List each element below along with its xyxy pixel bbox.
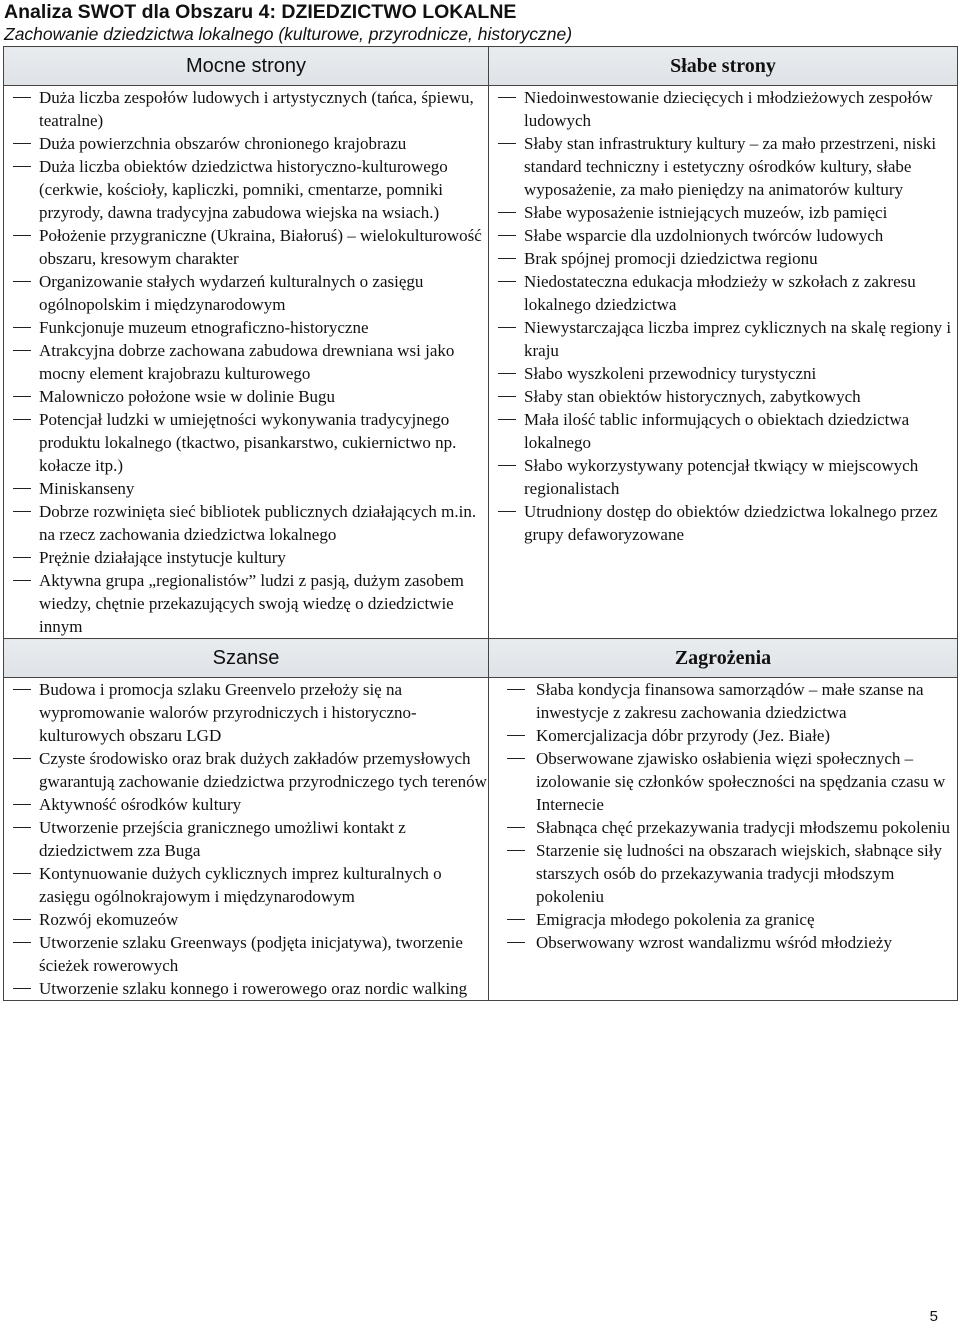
list-item: Słaby stan infrastruktury kultury – za mało przestrzeni, niski standard techniczny i estetyczny ośrodków kultury, słabe wyposażenie, za mało pieniędzy na animatorów kultury bbox=[489, 132, 957, 201]
threats-heading: Zagrożenia bbox=[489, 639, 958, 678]
swot-table bbox=[3, 46, 958, 1001]
list-item: Słaba kondycja finansowa samorządów – małe szanse na inwestycje z zakresu zachowania dziedzictwa bbox=[489, 678, 957, 724]
swot-body-row-top bbox=[4, 86, 958, 639]
list-item: Potencjał ludzki w umiejętności wykonywania tradycyjnego produktu lokalnego (tkactwo, pisankarstwo, cukiernictwo np. kołacze itp.) bbox=[4, 408, 488, 477]
strengths-heading: Mocne strony bbox=[4, 47, 489, 86]
list-item: Niewystarczająca liczba imprez cyklicznych na skalę regiony i kraju bbox=[489, 316, 957, 362]
list-item: Słabnąca chęć przekazywania tradycji młodszemu pokoleniu bbox=[489, 816, 957, 839]
list-item: Słabo wyszkoleni przewodnicy turystyczni bbox=[489, 362, 957, 385]
list-item: Aktywność ośrodków kultury bbox=[4, 793, 488, 816]
swot-header-row-top bbox=[4, 47, 958, 86]
list-item: Obserwowany wzrost wandalizmu wśród młodzieży bbox=[489, 931, 957, 954]
list-item: Malowniczo położone wsie w dolinie Bugu bbox=[4, 385, 488, 408]
list-item: Utrudniony dostęp do obiektów dziedzictwa lokalnego przez grupy defaworyzowane bbox=[489, 500, 957, 546]
list-item: Mała ilość tablic informujących o obiektach dziedzictwa lokalnego bbox=[489, 408, 957, 454]
swot-body-row-bottom bbox=[4, 678, 958, 1001]
list-item: Aktywna grupa „regionalistów” ludzi z pasją, dużym zasobem wiedzy, chętnie przekazujących swoją wiedzę o dziedzictwie innym bbox=[4, 569, 488, 638]
list-item: Czyste środowisko oraz brak dużych zakładów przemysłowych gwarantują zachowanie dziedzictwa przyrodniczego tych terenów bbox=[4, 747, 488, 793]
weaknesses-cell bbox=[489, 86, 958, 639]
list-item: Atrakcyjna dobrze zachowana zabudowa drewniana wsi jako mocny element krajobrazu kulturowego bbox=[4, 339, 488, 385]
list-item: Duża liczba zespołów ludowych i artystycznych (tańca, śpiewu, teatralne) bbox=[4, 86, 488, 132]
threats-cell bbox=[489, 678, 958, 1001]
list-item: Budowa i promocja szlaku Greenvelo przełoży się na wypromowanie walorów przyrodniczych i historyczno-kulturowych obszaru LGD bbox=[4, 678, 488, 747]
list-item: Słabe wyposażenie istniejących muzeów, izb pamięci bbox=[489, 201, 957, 224]
list-item: Miniskanseny bbox=[4, 477, 488, 500]
list-item: Emigracja młodego pokolenia za granicę bbox=[489, 908, 957, 931]
list-item: Utworzenie szlaku konnego i rowerowego oraz nordic walking bbox=[4, 977, 488, 1000]
weaknesses-list bbox=[489, 86, 957, 546]
list-item: Niedostateczna edukacja młodzieży w szkołach z zakresu lokalnego dziedzictwa bbox=[489, 270, 957, 316]
list-item: Utworzenie szlaku Greenways (podjęta inicjatywa), tworzenie ścieżek rowerowych bbox=[4, 931, 488, 977]
threats-list bbox=[489, 678, 957, 954]
list-item: Komercjalizacja dóbr przyrody (Jez. Białe) bbox=[489, 724, 957, 747]
list-item: Funkcjonuje muzeum etnograficzno-historyczne bbox=[4, 316, 488, 339]
weaknesses-heading: Słabe strony bbox=[489, 47, 958, 86]
list-item: Słabo wykorzystywany potencjał tkwiący w miejscowych regionalistach bbox=[489, 454, 957, 500]
list-item: Obserwowane zjawisko osłabienia więzi społecznych – izolowanie się członków społeczności na spędzania czasu w Internecie bbox=[489, 747, 957, 816]
list-item: Prężnie działające instytucje kultury bbox=[4, 546, 488, 569]
document-title: Analiza SWOT dla Obszaru 4: DZIEDZICTWO LOKALNE bbox=[4, 1, 517, 23]
strengths-list bbox=[4, 86, 488, 638]
document-subtitle: Zachowanie dziedzictwa lokalnego (kulturowe, przyrodnicze, historyczne) bbox=[4, 24, 573, 44]
list-item: Rozwój ekomuzeów bbox=[4, 908, 488, 931]
opportunities-list bbox=[4, 678, 488, 1000]
list-item: Organizowanie stałych wydarzeń kulturalnych o zasięgu ogólnopolskim i międzynarodowym bbox=[4, 270, 488, 316]
list-item: Niedoinwestowanie dziecięcych i młodzieżowych zespołów ludowych bbox=[489, 86, 957, 132]
opportunities-heading: Szanse bbox=[4, 639, 489, 678]
list-item: Słaby stan obiektów historycznych, zabytkowych bbox=[489, 385, 957, 408]
list-item: Kontynuowanie dużych cyklicznych imprez kulturalnych o zasięgu ogólnokrajowym i międzynarodowym bbox=[4, 862, 488, 908]
list-item: Utworzenie przejścia granicznego umożliwi kontakt z dziedzictwem zza Buga bbox=[4, 816, 488, 862]
list-item: Brak spójnej promocji dziedzictwa regionu bbox=[489, 247, 957, 270]
list-item: Położenie przygraniczne (Ukraina, Białoruś) – wielokulturowość obszaru, kresowym charakter bbox=[4, 224, 488, 270]
opportunities-cell bbox=[4, 678, 489, 1001]
swot-header-row-bottom bbox=[4, 639, 958, 678]
list-item: Starzenie się ludności na obszarach wiejskich, słabnące siły starszych osób do przekazywania tradycji młodszym pokoleniu bbox=[489, 839, 957, 908]
page-number: 5 bbox=[929, 1308, 938, 1325]
list-item: Duża powierzchnia obszarów chronionego krajobrazu bbox=[4, 132, 488, 155]
list-item: Dobrze rozwinięta sieć bibliotek publicznych działających m.in. na rzecz zachowania dziedzictwa lokalnego bbox=[4, 500, 488, 546]
list-item: Słabe wsparcie dla uzdolnionych twórców ludowych bbox=[489, 224, 957, 247]
strengths-cell bbox=[4, 86, 489, 639]
list-item: Duża liczba obiektów dziedzictwa historyczno-kulturowego (cerkwie, kościoły, kapliczki, pomniki, cmentarze, pomniki przyrody, dawna tradycyjna zabudowa wiejska na wsiach.) bbox=[4, 155, 488, 224]
